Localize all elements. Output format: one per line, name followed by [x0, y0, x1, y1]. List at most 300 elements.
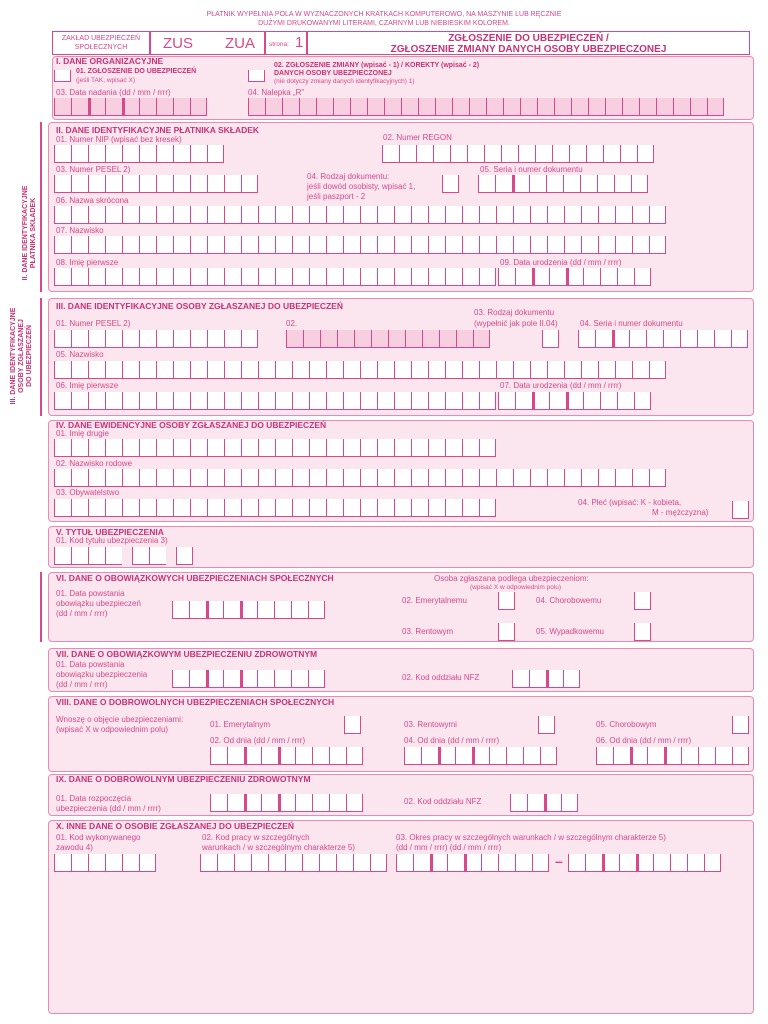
box[interactable]	[428, 499, 445, 517]
box[interactable]	[88, 145, 105, 163]
box[interactable]	[394, 439, 411, 457]
box[interactable]	[227, 794, 244, 812]
box[interactable]	[224, 175, 241, 193]
box[interactable]	[360, 499, 377, 517]
box[interactable]	[394, 268, 411, 286]
box[interactable]	[564, 361, 581, 379]
box[interactable]	[615, 206, 632, 224]
box[interactable]	[292, 268, 309, 286]
box[interactable]	[343, 236, 360, 254]
box[interactable]	[636, 854, 653, 872]
box[interactable]	[428, 439, 445, 457]
box[interactable]	[190, 392, 207, 410]
box[interactable]	[241, 439, 258, 457]
box[interactable]	[649, 236, 666, 254]
box[interactable]	[88, 469, 105, 487]
box[interactable]	[326, 206, 343, 224]
box[interactable]	[88, 361, 105, 379]
box[interactable]	[396, 854, 413, 872]
box[interactable]	[646, 330, 663, 348]
box[interactable]	[622, 98, 639, 116]
box[interactable]	[344, 716, 361, 734]
box[interactable]	[681, 747, 698, 765]
box[interactable]	[479, 392, 496, 410]
box[interactable]	[139, 98, 156, 116]
box[interactable]	[506, 747, 523, 765]
s3-f06-boxes[interactable]	[54, 392, 496, 410]
box[interactable]	[588, 98, 605, 116]
box[interactable]	[244, 794, 261, 812]
box[interactable]	[670, 854, 687, 872]
box[interactable]	[620, 145, 637, 163]
box[interactable]	[639, 98, 656, 116]
box[interactable]	[54, 206, 71, 224]
box[interactable]	[462, 439, 479, 457]
box[interactable]	[547, 236, 564, 254]
box[interactable]	[411, 236, 428, 254]
box[interactable]	[139, 236, 156, 254]
s8-f06-boxes[interactable]	[596, 747, 749, 765]
box[interactable]	[88, 268, 105, 286]
box[interactable]	[292, 361, 309, 379]
box[interactable]	[173, 499, 190, 517]
box[interactable]	[190, 206, 207, 224]
box[interactable]	[428, 236, 445, 254]
box[interactable]	[295, 794, 312, 812]
box[interactable]	[615, 236, 632, 254]
box[interactable]	[105, 98, 122, 116]
box[interactable]	[173, 392, 190, 410]
box[interactable]	[240, 670, 257, 688]
box[interactable]	[496, 206, 513, 224]
box[interactable]	[190, 361, 207, 379]
box[interactable]	[224, 236, 241, 254]
box[interactable]	[632, 236, 649, 254]
box[interactable]	[649, 469, 666, 487]
box[interactable]	[173, 145, 190, 163]
box[interactable]	[105, 361, 122, 379]
box[interactable]	[275, 499, 292, 517]
box[interactable]	[326, 439, 343, 457]
box[interactable]	[292, 236, 309, 254]
box[interactable]	[227, 747, 244, 765]
box[interactable]	[532, 854, 549, 872]
box[interactable]	[530, 361, 547, 379]
box[interactable]	[173, 361, 190, 379]
box[interactable]	[122, 175, 139, 193]
box[interactable]	[54, 854, 71, 872]
box[interactable]	[413, 854, 430, 872]
s2-f05-boxes[interactable]	[478, 175, 648, 193]
box[interactable]	[704, 854, 721, 872]
box[interactable]	[479, 236, 496, 254]
box[interactable]	[54, 145, 71, 163]
box[interactable]	[578, 330, 595, 348]
box[interactable]	[207, 439, 224, 457]
box[interactable]	[546, 175, 563, 193]
box[interactable]	[312, 747, 329, 765]
box[interactable]	[489, 747, 506, 765]
box[interactable]	[71, 206, 88, 224]
box[interactable]	[173, 469, 190, 487]
box[interactable]	[105, 330, 122, 348]
box[interactable]	[498, 623, 515, 641]
box[interactable]	[647, 747, 664, 765]
s2-f01-boxes[interactable]	[54, 145, 224, 163]
box[interactable]	[566, 392, 583, 410]
box[interactable]	[554, 98, 571, 116]
box[interactable]	[275, 469, 292, 487]
box[interactable]	[547, 469, 564, 487]
box[interactable]	[714, 330, 731, 348]
box[interactable]	[377, 268, 394, 286]
box[interactable]	[523, 747, 540, 765]
box[interactable]	[173, 268, 190, 286]
box[interactable]	[156, 98, 173, 116]
box[interactable]	[224, 206, 241, 224]
box[interactable]	[139, 145, 156, 163]
s4-f01-boxes[interactable]	[54, 439, 496, 457]
box[interactable]	[234, 854, 251, 872]
box[interactable]	[206, 670, 223, 688]
box[interactable]	[309, 499, 326, 517]
box[interactable]	[224, 361, 241, 379]
box[interactable]	[105, 206, 122, 224]
box[interactable]	[445, 392, 462, 410]
box[interactable]	[564, 206, 581, 224]
box[interactable]	[370, 854, 387, 872]
box[interactable]	[285, 854, 302, 872]
box[interactable]	[190, 175, 207, 193]
box[interactable]	[411, 206, 428, 224]
box[interactable]	[224, 499, 241, 517]
box[interactable]	[326, 268, 343, 286]
box[interactable]	[210, 747, 227, 765]
box[interactable]	[88, 854, 105, 872]
box[interactable]	[292, 499, 309, 517]
box[interactable]	[88, 98, 105, 116]
box[interactable]	[656, 98, 673, 116]
box[interactable]	[244, 747, 261, 765]
box[interactable]	[462, 469, 479, 487]
box[interactable]	[597, 175, 614, 193]
box[interactable]	[343, 439, 360, 457]
box[interactable]	[295, 747, 312, 765]
box[interactable]	[581, 206, 598, 224]
box[interactable]	[54, 469, 71, 487]
box[interactable]	[527, 794, 544, 812]
box[interactable]	[428, 392, 445, 410]
box[interactable]	[462, 236, 479, 254]
box[interactable]	[540, 747, 557, 765]
box[interactable]	[308, 601, 325, 619]
box[interactable]	[258, 206, 275, 224]
box[interactable]	[561, 794, 578, 812]
s4-f03-boxes[interactable]	[54, 499, 496, 517]
s6-f01-boxes[interactable]	[172, 601, 325, 619]
box[interactable]	[715, 747, 732, 765]
box[interactable]	[394, 499, 411, 517]
box[interactable]	[258, 236, 275, 254]
box[interactable]	[71, 145, 88, 163]
box[interactable]	[663, 330, 680, 348]
box[interactable]	[258, 392, 275, 410]
box[interactable]	[360, 236, 377, 254]
box[interactable]	[316, 98, 333, 116]
box[interactable]	[54, 392, 71, 410]
box[interactable]	[547, 361, 564, 379]
box[interactable]	[156, 392, 173, 410]
box[interactable]	[585, 854, 602, 872]
box[interactable]	[479, 499, 496, 517]
box[interactable]	[600, 268, 617, 286]
box[interactable]	[319, 854, 336, 872]
box[interactable]	[377, 206, 394, 224]
box[interactable]	[445, 236, 462, 254]
box[interactable]	[690, 98, 707, 116]
box[interactable]	[544, 794, 561, 812]
box[interactable]	[241, 206, 258, 224]
box[interactable]	[122, 98, 139, 116]
box[interactable]	[190, 268, 207, 286]
s2-f07-boxes[interactable]	[54, 236, 666, 254]
box[interactable]	[411, 499, 428, 517]
box[interactable]	[217, 854, 234, 872]
box[interactable]	[302, 854, 319, 872]
box[interactable]	[472, 747, 489, 765]
box[interactable]	[542, 330, 559, 348]
box[interactable]	[583, 268, 600, 286]
box[interactable]	[350, 98, 367, 116]
box[interactable]	[478, 175, 495, 193]
box[interactable]	[261, 794, 278, 812]
box[interactable]	[224, 330, 241, 348]
box[interactable]	[435, 98, 452, 116]
box[interactable]	[309, 206, 326, 224]
box[interactable]	[241, 361, 258, 379]
box[interactable]	[653, 854, 670, 872]
box[interactable]	[105, 499, 122, 517]
box[interactable]	[139, 206, 156, 224]
box[interactable]	[630, 747, 647, 765]
box[interactable]	[697, 330, 714, 348]
box[interactable]	[88, 547, 105, 565]
box[interactable]	[394, 392, 411, 410]
box[interactable]	[343, 392, 360, 410]
box[interactable]	[732, 716, 749, 734]
box[interactable]	[411, 469, 428, 487]
box[interactable]	[190, 469, 207, 487]
box[interactable]	[411, 361, 428, 379]
box[interactable]	[438, 747, 455, 765]
box[interactable]	[346, 747, 363, 765]
box[interactable]	[309, 236, 326, 254]
box[interactable]	[105, 175, 122, 193]
box[interactable]	[510, 794, 527, 812]
box[interactable]	[309, 268, 326, 286]
box[interactable]	[530, 236, 547, 254]
box[interactable]	[382, 145, 399, 163]
box[interactable]	[207, 175, 224, 193]
box[interactable]	[404, 747, 421, 765]
box[interactable]	[634, 623, 651, 641]
box[interactable]	[54, 499, 71, 517]
box[interactable]	[88, 499, 105, 517]
box[interactable]	[278, 747, 295, 765]
box[interactable]	[631, 175, 648, 193]
box[interactable]	[241, 268, 258, 286]
s10-f01-boxes[interactable]	[54, 854, 156, 872]
box[interactable]	[632, 206, 649, 224]
box[interactable]	[223, 601, 240, 619]
box[interactable]	[173, 175, 190, 193]
box[interactable]	[537, 98, 554, 116]
box[interactable]	[428, 361, 445, 379]
s3-f03-box[interactable]	[542, 330, 559, 348]
box[interactable]	[71, 98, 88, 116]
box[interactable]	[568, 854, 585, 872]
box[interactable]	[564, 469, 581, 487]
box[interactable]	[54, 268, 71, 286]
box[interactable]	[241, 469, 258, 487]
box[interactable]	[430, 854, 447, 872]
s4-f02-boxes[interactable]	[54, 469, 666, 487]
box[interactable]	[173, 206, 190, 224]
box[interactable]	[105, 547, 122, 565]
box[interactable]	[139, 361, 156, 379]
box[interactable]	[326, 392, 343, 410]
box[interactable]	[105, 268, 122, 286]
box[interactable]	[292, 206, 309, 224]
box[interactable]	[566, 268, 583, 286]
box[interactable]	[54, 98, 71, 116]
box[interactable]	[394, 236, 411, 254]
box[interactable]	[433, 145, 450, 163]
box[interactable]	[190, 145, 207, 163]
box[interactable]	[258, 499, 275, 517]
box[interactable]	[88, 175, 105, 193]
box[interactable]	[189, 670, 206, 688]
box[interactable]	[207, 392, 224, 410]
box[interactable]	[496, 469, 513, 487]
box[interactable]	[329, 794, 346, 812]
box[interactable]	[615, 361, 632, 379]
s3-f01-boxes[interactable]	[54, 330, 258, 348]
box[interactable]	[598, 361, 615, 379]
box[interactable]	[268, 854, 285, 872]
box[interactable]	[156, 469, 173, 487]
box[interactable]	[122, 206, 139, 224]
box[interactable]	[156, 330, 173, 348]
box[interactable]	[411, 439, 428, 457]
s7-f01-boxes[interactable]	[172, 670, 325, 688]
box[interactable]	[552, 145, 569, 163]
box[interactable]	[257, 601, 274, 619]
box[interactable]	[513, 206, 530, 224]
box[interactable]	[299, 98, 316, 116]
box[interactable]	[664, 747, 681, 765]
box[interactable]	[632, 469, 649, 487]
box[interactable]	[88, 330, 105, 348]
box[interactable]	[377, 469, 394, 487]
s8-f03-box[interactable]	[538, 716, 555, 734]
box[interactable]	[571, 98, 588, 116]
box[interactable]	[156, 206, 173, 224]
box[interactable]	[105, 469, 122, 487]
box[interactable]	[71, 854, 88, 872]
box[interactable]	[707, 98, 724, 116]
box[interactable]	[88, 206, 105, 224]
box[interactable]	[481, 854, 498, 872]
s2-f06-boxes[interactable]	[54, 206, 666, 224]
box[interactable]	[308, 670, 325, 688]
box[interactable]	[512, 670, 529, 688]
box[interactable]	[549, 268, 566, 286]
box[interactable]	[207, 499, 224, 517]
box[interactable]	[190, 330, 207, 348]
box[interactable]	[416, 145, 433, 163]
box[interactable]	[54, 439, 71, 457]
box[interactable]	[172, 670, 189, 688]
box[interactable]	[462, 499, 479, 517]
box[interactable]	[515, 392, 532, 410]
box[interactable]	[515, 268, 532, 286]
box[interactable]	[532, 268, 549, 286]
box[interactable]	[649, 361, 666, 379]
box[interactable]	[71, 268, 88, 286]
box[interactable]	[190, 439, 207, 457]
box[interactable]	[156, 499, 173, 517]
box[interactable]	[367, 98, 384, 116]
box[interactable]	[71, 330, 88, 348]
box[interactable]	[617, 392, 634, 410]
box[interactable]	[581, 361, 598, 379]
box[interactable]	[71, 175, 88, 193]
box[interactable]	[309, 469, 326, 487]
s2-f03-boxes[interactable]	[54, 175, 258, 193]
box[interactable]	[275, 236, 292, 254]
box[interactable]	[619, 854, 636, 872]
box[interactable]	[71, 236, 88, 254]
box[interactable]	[139, 439, 156, 457]
box[interactable]	[394, 206, 411, 224]
box[interactable]	[241, 330, 258, 348]
box[interactable]	[173, 439, 190, 457]
box[interactable]	[156, 361, 173, 379]
box[interactable]	[122, 330, 139, 348]
box[interactable]	[105, 236, 122, 254]
box[interactable]	[411, 392, 428, 410]
box[interactable]	[680, 330, 697, 348]
box[interactable]	[520, 98, 537, 116]
box[interactable]	[428, 469, 445, 487]
box[interactable]	[377, 439, 394, 457]
box[interactable]	[360, 206, 377, 224]
box[interactable]	[498, 392, 515, 410]
box[interactable]	[251, 854, 268, 872]
box[interactable]	[210, 794, 227, 812]
box[interactable]	[156, 175, 173, 193]
box[interactable]	[343, 361, 360, 379]
box[interactable]	[563, 175, 580, 193]
box[interactable]	[343, 499, 360, 517]
box[interactable]	[634, 592, 651, 610]
s2-f04-box[interactable]	[442, 175, 459, 193]
box[interactable]	[343, 268, 360, 286]
box[interactable]	[282, 98, 299, 116]
box[interactable]	[346, 794, 363, 812]
box[interactable]	[172, 601, 189, 619]
